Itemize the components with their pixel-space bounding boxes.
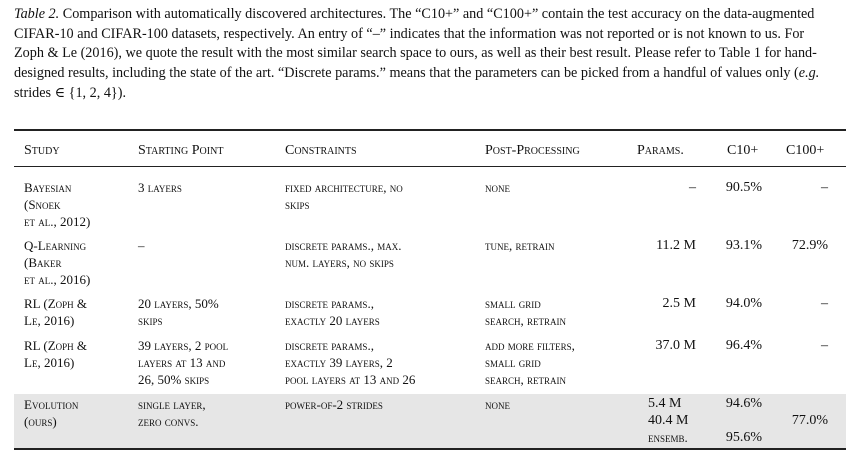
cell-c10: 96.4%	[725, 338, 762, 353]
cell-params: 5.4 M	[648, 396, 682, 411]
cell-params: –	[689, 180, 696, 195]
cell-c100: 77.0%	[791, 413, 828, 429]
table-bottom-rule	[14, 448, 846, 450]
cell-constraints: num. layers, no skips	[285, 255, 394, 271]
cell-post: search, retrain	[485, 372, 567, 388]
table-header-rule	[14, 166, 846, 167]
header-c100: C100+	[786, 143, 825, 158]
cell-post: search, retrain	[485, 313, 567, 329]
cell-start: 26, 50% skips	[138, 372, 210, 388]
table-top-rule	[14, 129, 846, 131]
cell-study: (ours)	[24, 414, 57, 430]
caption-text-eg: e.g.	[798, 65, 820, 82]
cell-c100: –	[821, 296, 828, 311]
table-caption	[14, 5, 832, 104]
cell-study: (Snoek	[24, 197, 61, 213]
cell-study: RL (Zoph &	[24, 338, 88, 353]
cell-study: Le, 2016)	[24, 355, 75, 371]
cell-constraints: exactly 20 layers	[285, 313, 380, 329]
caption-text-2: strides ∈ {1, 2, 4}).	[14, 84, 126, 101]
caption-text-1: Comparison with automatically discovered architectures. The “C10+” and “C100+” contain the test accuracy on the data-augmented CIFAR-10 and CIFAR-100 datasets, respectively. An entry of “–” indicates that the information was not reported or is not known to us. For Zoph & Le (2016), we quote the result with the most similar search space to ours, as well as their best result. Please refer to Table 1 for hand-designed results, including the state of the art. “Discrete params.” means that the parameters can be picked from a handful of values only (	[14, 6, 817, 82]
cell-c100: –	[821, 338, 828, 353]
cell-constraints: discrete params.,	[285, 338, 374, 353]
cell-constraints: pool layers at 13 and 26	[285, 372, 416, 388]
header-constraints: Constraints	[285, 143, 357, 158]
cell-start: –	[138, 238, 145, 253]
cell-study: Q-Learning	[24, 238, 87, 253]
cell-start: 3 layers	[138, 180, 182, 195]
cell-study: Evolution	[24, 397, 79, 412]
caption-label: Table 2.	[14, 6, 60, 22]
cell-params: 11.2 M	[656, 238, 696, 253]
cell-start: zero convs.	[138, 414, 199, 430]
cell-c100: 72.9%	[791, 238, 828, 253]
cell-study: RL (Zoph &	[24, 296, 88, 311]
cell-start: skips	[138, 313, 163, 329]
cell-constraints: exactly 39 layers, 2	[285, 355, 393, 371]
cell-c10: 95.6%	[725, 430, 762, 446]
cell-post: tune, retrain	[485, 238, 555, 253]
cell-c100: –	[821, 180, 828, 195]
header-params: Params.	[637, 143, 684, 158]
cell-study: (Baker	[24, 255, 62, 271]
cell-constraints: discrete params.,	[285, 296, 374, 311]
cell-start: single layer,	[138, 397, 206, 412]
cell-constraints: power-of-2 strides	[285, 397, 383, 412]
cell-constraints: skips	[285, 197, 310, 213]
cell-params: 2.5 M	[662, 296, 696, 311]
cell-start: layers at 13 and	[138, 355, 226, 371]
cell-c10: 94.0%	[725, 296, 762, 311]
cell-post: small grid	[485, 355, 541, 371]
cell-post: add more filters,	[485, 338, 575, 353]
cell-params: 37.0 M	[655, 338, 696, 353]
cell-c10: 93.1%	[725, 238, 762, 253]
cell-params: 40.4 M	[648, 413, 689, 429]
header-study: Study	[24, 143, 60, 158]
cell-c10: 90.5%	[725, 180, 762, 195]
cell-params: ensemb.	[648, 430, 688, 446]
cell-start: 20 layers, 50%	[138, 296, 219, 311]
cell-constraints: discrete params., max.	[285, 238, 402, 253]
header-post-processing: Post-Processing	[485, 143, 580, 158]
cell-start: 39 layers, 2 pool	[138, 338, 229, 353]
header-c10: C10+	[727, 143, 759, 158]
cell-study: et al., 2016)	[24, 272, 91, 288]
cell-post: none	[485, 180, 510, 195]
cell-study: et al., 2012)	[24, 214, 91, 230]
header-starting-point: Starting Point	[138, 143, 224, 158]
cell-study: Bayesian	[24, 180, 72, 195]
cell-c10: 94.6%	[725, 396, 762, 411]
cell-study: Le, 2016)	[24, 313, 75, 329]
cell-post: small grid	[485, 296, 541, 311]
cell-constraints: fixed architecture, no	[285, 180, 403, 195]
cell-post: none	[485, 397, 510, 412]
